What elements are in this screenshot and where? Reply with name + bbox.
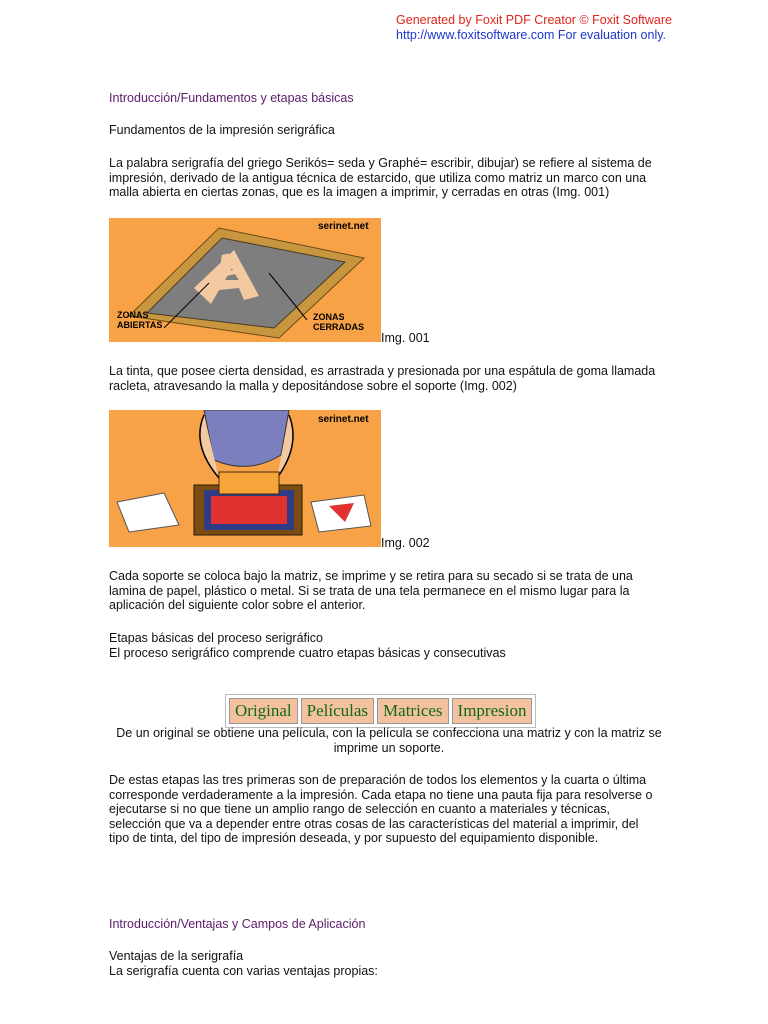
img1-site-label: serinet.net bbox=[318, 221, 369, 232]
img1-label-abiertas: ZONAS ABIERTAS bbox=[117, 310, 163, 330]
image-002-printing-process bbox=[109, 410, 381, 547]
paragraph-tinta-racleta: La tinta, que posee cierta densidad, es arrastrada y presionada por una espátula de goma llamada racleta, atravesando la malla y depositándose sobre el soporte (Img. 002) bbox=[109, 364, 656, 393]
steps-caption: De un original se obtiene una película, con la película se confecciona una matriz y con la matriz se imprime un soporte. bbox=[116, 726, 662, 755]
image-001-screen-frame bbox=[109, 218, 381, 342]
printing-illustration bbox=[109, 410, 381, 547]
etapas-intro: El proceso serigráfico comprende cuatro etapas básicas y consecutivas bbox=[109, 646, 506, 660]
frame-illustration bbox=[109, 218, 381, 342]
caption-img-001: Img. 001 bbox=[381, 331, 430, 345]
paragraph-serigrafia-definicion: La palabra serigrafía del griego Serikós= seda y Graphé= escribir, dibujar) se refiere al sistema de impresión, derivado de la antigua técnica de estarcido, que utiliza como matriz un marco con una malla abierta en ciertas zonas, que es la imagen a imprimir, y cerradas en otras (Img. 001) bbox=[109, 156, 652, 199]
step-original: Original bbox=[229, 698, 298, 724]
ventajas-intro: La serigrafía cuenta con varias ventajas propias: bbox=[109, 964, 378, 978]
foxit-watermark bbox=[396, 13, 672, 43]
heading-fundamentos: Fundamentos de la impresión serigráfica bbox=[109, 123, 335, 137]
caption-img-002: Img. 002 bbox=[381, 536, 430, 550]
paragraph-etapas-detalle: De estas etapas las tres primeras son de preparación de todos los elementos y la cuarta o última corresponde verdaderamente a la impresión. Cada etapa no tiene una pauta fija para resolverse o ejecutarse si no que tiene un amplio rango de selección en cuanto a materiales y técnicas, selección que va a depender entre otras cosas de las características del material a imprimir, del tipo de tinta, del tipo de impresión deseada, y por supuesto del equipamiento disponible. bbox=[109, 773, 653, 845]
img2-site-label: serinet.net bbox=[318, 414, 369, 425]
step-matrices: Matrices bbox=[377, 698, 448, 724]
steps-table bbox=[225, 694, 536, 728]
step-peliculas: Películas bbox=[301, 698, 374, 724]
watermark-line-1: Generated by Foxit PDF Creator © Foxit Software bbox=[396, 13, 672, 27]
heading-ventajas: Ventajas de la serigrafía bbox=[109, 949, 244, 963]
paragraph-soporte: Cada soporte se coloca bajo la matriz, se imprime y se retira para su secado si se trata de una lamina de papel, plástico o metal. Si se trata de una tela permanece en el mismo lugar para la aplicación del siguiente color sobre el anterior. bbox=[109, 569, 633, 612]
breadcrumb-ventajas: Introducción/Ventajas y Campos de Aplicación bbox=[109, 917, 366, 931]
heading-etapas: Etapas básicas del proceso serigráfico bbox=[109, 631, 324, 645]
img1-label-cerradas: ZONAS CERRADAS bbox=[313, 312, 365, 332]
watermark-line-2[interactable]: http://www.foxitsoftware.com For evaluation only. bbox=[396, 28, 667, 42]
step-impresion: Impresion bbox=[452, 698, 533, 724]
img1-letter-a: A bbox=[208, 242, 249, 295]
steps-table-wrapper bbox=[225, 694, 536, 728]
breadcrumb-fundamentos: Introducción/Fundamentos y etapas básicas bbox=[109, 91, 354, 105]
